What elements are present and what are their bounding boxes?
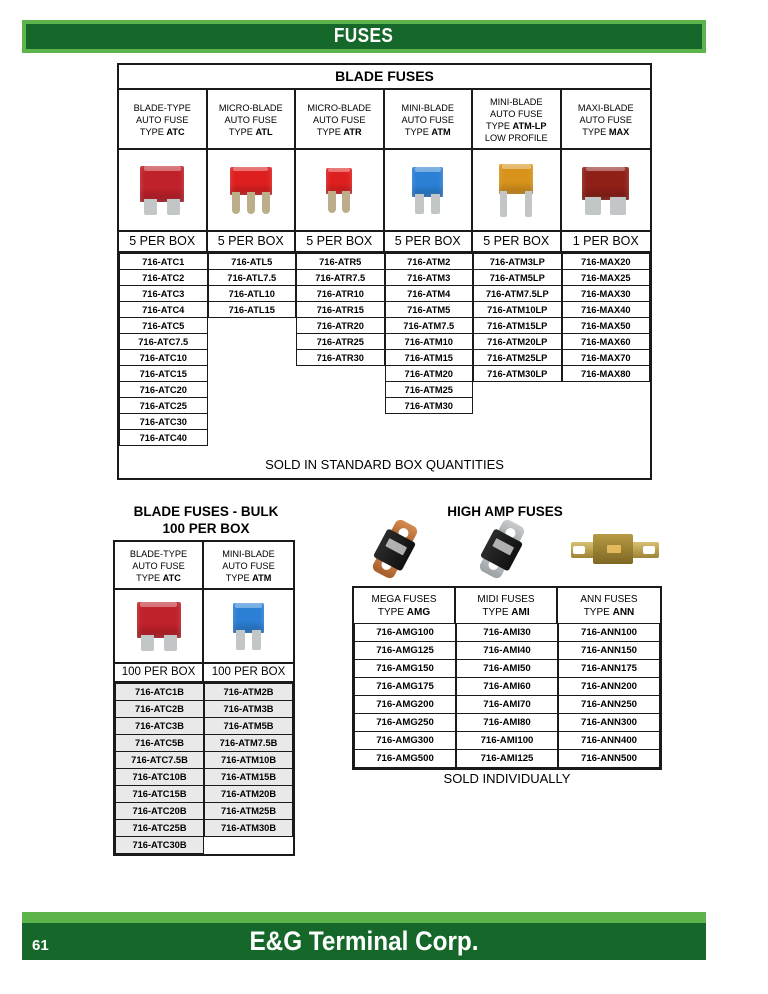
blade-fuses-quantity-row: [119, 230, 650, 253]
part-number: 716-AMI80: [456, 714, 558, 732]
part-number: 716-ATM20LP: [473, 334, 562, 350]
high-amp-column-headers: [354, 588, 660, 623]
blade-column-header-atm: [385, 90, 474, 148]
part-number: 716-ATR20: [296, 318, 385, 334]
blade-qty-atr: 5 PER BOX: [296, 232, 385, 251]
part-number: 716-ATC7.5: [119, 334, 208, 350]
maxi-blade-fuse-darkred-max: [582, 167, 629, 214]
blade-column-header-atr: [296, 90, 385, 148]
blade-image-cell-atm-lp: [473, 150, 562, 230]
blade-column-header-max: [562, 90, 651, 148]
high-amp-image-cell-ann: [561, 520, 668, 582]
blade-column-header-atc: [119, 90, 208, 148]
part-number: 716-ATM30B: [204, 820, 293, 837]
bulk-part-column-atc: [115, 683, 204, 854]
part-number: 716-ATM2: [385, 253, 474, 270]
high-amp-image-row: [348, 520, 668, 582]
part-number: 716-AMG250: [354, 714, 456, 732]
part-number: 716-ATR30: [296, 350, 385, 366]
blade-fuses-table-title: BLADE FUSES: [119, 65, 650, 90]
part-number: 716-AMI100: [456, 732, 558, 750]
midi-fuse-ami: [458, 522, 558, 580]
part-number: 716-ATC2B: [115, 701, 204, 718]
part-number: 716-ANN175: [558, 660, 660, 678]
bulk-section-title-line2: 100 PER BOX: [162, 521, 250, 536]
part-number: 716-ATR15: [296, 302, 385, 318]
part-number: 716-MAX70: [562, 350, 651, 366]
col-name-line2: AUTO FUSE: [132, 560, 185, 571]
high-amp-image-cell-amg: [348, 520, 455, 582]
bulk-image-row: [115, 588, 293, 662]
bulk-part-column-atm: [204, 683, 293, 837]
part-number: 716-ATC2: [119, 270, 208, 286]
part-number: 716-AMG500: [354, 750, 456, 768]
bulk-image-cell-atm: [204, 590, 293, 662]
page-header-bar: [22, 20, 706, 53]
part-number: 716-ATR7.5: [296, 270, 385, 286]
part-number: 716-ATM3LP: [473, 253, 562, 270]
part-number: 716-AMI30: [456, 623, 558, 642]
part-number: 716-ATM2B: [204, 683, 293, 701]
part-number: 716-ATC15B: [115, 786, 204, 803]
col-type-line: TYPE ATR: [316, 126, 362, 137]
footer-accent-strip: [22, 912, 706, 923]
col-name-line2: AUTO FUSE: [579, 114, 632, 125]
part-number: 716-ATM5LP: [473, 270, 562, 286]
blade-fuse-red-atc: [137, 602, 181, 650]
part-number: 716-ATM20: [385, 366, 474, 382]
blade-image-cell-atm: [385, 150, 474, 230]
blade-qty-atc: 5 PER BOX: [119, 232, 208, 251]
ann-fuse-ann: [565, 522, 665, 580]
col-name-line1: MICRO-BLADE: [307, 102, 372, 113]
mini-blade-low-profile-fuse-orange-atmlp: [499, 164, 533, 216]
part-number: 716-ATC40: [119, 430, 208, 446]
part-number: 716-ATM10LP: [473, 302, 562, 318]
col-name-line2: AUTO FUSE: [224, 114, 277, 125]
part-number: 716-ATR5: [296, 253, 385, 270]
part-number: 716-ATC4: [119, 302, 208, 318]
part-number: 716-ATM25B: [204, 803, 293, 820]
part-number: 716-ATM4: [385, 286, 474, 302]
part-number: 716-MAX30: [562, 286, 651, 302]
part-number: 716-ATC10: [119, 350, 208, 366]
blade-image-cell-atl: [208, 150, 297, 230]
part-number: 716-ATM7.5LP: [473, 286, 562, 302]
part-number: 716-AMG200: [354, 696, 456, 714]
company-name: E&G Terminal Corp.: [249, 926, 479, 956]
part-number: 716-AMI125: [456, 750, 558, 768]
blade-column-header-atl: [208, 90, 297, 148]
blade-fuses-table: [117, 63, 652, 480]
blade-fuses-image-row: [119, 148, 650, 230]
part-number: 716-ATC5: [119, 318, 208, 334]
bulk-image-cell-atc: [115, 590, 204, 662]
col-name-line1: MINI-BLADE: [401, 102, 455, 113]
part-number: 716-ANN200: [558, 678, 660, 696]
bulk-column-header-atc: [115, 542, 204, 588]
col-name-line1: MIDI FUSES: [477, 594, 535, 605]
part-number: 716-ANN100: [558, 623, 660, 642]
blade-part-column-atr: [296, 253, 385, 366]
col-name-line1: MICRO-BLADE: [218, 102, 283, 113]
page-header-inner: [26, 24, 702, 49]
part-number: 716-MAX40: [562, 302, 651, 318]
part-number: 716-MAX80: [562, 366, 651, 382]
bulk-section-title-line1: BLADE FUSES - BULK: [133, 504, 279, 519]
part-number: 716-ATC3B: [115, 718, 204, 735]
bulk-qty-atc: 100 PER BOX: [115, 664, 204, 681]
part-number: 716-ATL10: [208, 286, 297, 302]
part-number: 716-ATC20B: [115, 803, 204, 820]
part-number: 716-AMG125: [354, 642, 456, 660]
part-number: 716-ATC7.5B: [115, 752, 204, 769]
col-type-line: TYPE ANN: [583, 607, 635, 618]
high-amp-image-cell-ami: [455, 520, 562, 582]
col-type-line: TYPE ATM: [404, 126, 451, 137]
blade-column-header-atm-lp: [473, 90, 562, 148]
part-number: 716-ATC25: [119, 398, 208, 414]
part-number: 716-MAX25: [562, 270, 651, 286]
part-number: 716-ATL5: [208, 253, 297, 270]
part-number: 716-ANN400: [558, 732, 660, 750]
part-number: 716-ATC15: [119, 366, 208, 382]
page-number: 61: [32, 937, 49, 954]
part-number: 716-ATL15: [208, 302, 297, 318]
part-number: 716-ATM3B: [204, 701, 293, 718]
part-number: 716-ATR10: [296, 286, 385, 302]
part-number: 716-ATC10B: [115, 769, 204, 786]
blade-part-column-max: [562, 253, 651, 382]
col-name-line4: LOW PROFILE: [484, 132, 548, 143]
part-number: 716-AMG300: [354, 732, 456, 750]
part-number: 716-ATM5B: [204, 718, 293, 735]
blade-qty-atm-lp: 5 PER BOX: [473, 232, 562, 251]
part-number: 716-MAX60: [562, 334, 651, 350]
page-footer-bar: [22, 912, 706, 960]
part-number: 716-ATC20: [119, 382, 208, 398]
bulk-quantity-row: [115, 662, 293, 683]
part-number: 716-ANN300: [558, 714, 660, 732]
blade-part-column-atc: [119, 253, 208, 446]
part-number: 716-AMI40: [456, 642, 558, 660]
part-number: 716-ATM10B: [204, 752, 293, 769]
col-name-line2: AUTO FUSE: [222, 560, 275, 571]
blade-part-column-atm: [385, 253, 474, 414]
part-number: 716-ATM25: [385, 382, 474, 398]
col-name-line1: MAXI-BLADE: [577, 102, 634, 113]
part-number: 716-ATC30: [119, 414, 208, 430]
part-number: 716-ATL7.5: [208, 270, 297, 286]
part-number: 716-AMG175: [354, 678, 456, 696]
high-amp-part-number-columns: [354, 623, 660, 768]
blade-qty-atm: 5 PER BOX: [385, 232, 474, 251]
part-number: 716-ATM7.5B: [204, 735, 293, 752]
high-amp-footer-note: SOLD INDIVIDUALLY: [443, 771, 571, 786]
col-name-line2: AUTO FUSE: [136, 114, 189, 125]
bulk-column-header-atm: [204, 542, 293, 588]
col-type-line: TYPE ATC: [139, 126, 185, 137]
blade-part-column-atl: [208, 253, 297, 318]
part-number: 716-ATR25: [296, 334, 385, 350]
high-amp-column-header-ann: [558, 588, 660, 623]
high-amp-column-header-ami: [456, 588, 558, 623]
bulk-fuses-table: [113, 540, 295, 856]
mini-blade-fuse-blue-atm: [233, 603, 264, 649]
col-name-line1: BLADE-TYPE: [133, 102, 191, 113]
part-number: 716-ATC30B: [115, 837, 204, 854]
blade-fuses-footer-note: SOLD IN STANDARD BOX QUANTITIES: [265, 457, 504, 473]
part-number: 716-AMG150: [354, 660, 456, 678]
part-number: 716-ATM5: [385, 302, 474, 318]
part-number: 716-ATC25B: [115, 820, 204, 837]
part-number: 716-ANN250: [558, 696, 660, 714]
part-number: 716-MAX50: [562, 318, 651, 334]
col-type-line: TYPE AMI: [482, 607, 530, 618]
part-number: 716-AMI50: [456, 660, 558, 678]
part-number: 716-ATM30LP: [473, 366, 562, 382]
blade-qty-atl: 5 PER BOX: [208, 232, 297, 251]
mini-blade-fuse-blue-atm: [412, 167, 443, 213]
blade-fuse-red-atc: [140, 166, 184, 214]
part-number: 716-MAX20: [562, 253, 651, 270]
blade-part-column-atm-lp: [473, 253, 562, 382]
col-type-line: TYPE ATL: [228, 126, 273, 137]
blade-fuses-column-headers: [119, 90, 650, 148]
blade-qty-max: 1 PER BOX: [572, 234, 639, 248]
mega-fuse-amg: [351, 522, 451, 580]
high-amp-part-column-ann: [558, 623, 660, 768]
high-amp-column-header-amg: [354, 588, 456, 623]
blade-fuses-part-number-columns: [119, 253, 650, 452]
col-name-line1: MINI-BLADE: [489, 96, 543, 107]
blade-image-cell-atr: [296, 150, 385, 230]
part-number: 716-AMI70: [456, 696, 558, 714]
part-number: 716-ATM25LP: [473, 350, 562, 366]
bulk-column-headers: [115, 542, 293, 588]
page-title: FUSES: [334, 25, 394, 47]
high-amp-fuses-table: [352, 586, 662, 770]
col-type-line: TYPE AMG: [377, 607, 431, 618]
part-number: 716-ATM15B: [204, 769, 293, 786]
part-number: 716-ATM30: [385, 398, 474, 414]
micro-blade-fuse-red-atr: [326, 168, 352, 212]
col-type-line: TYPE ATC: [136, 572, 181, 583]
part-number: 716-ATC3: [119, 286, 208, 302]
part-number: 716-ATM7.5: [385, 318, 474, 334]
col-name-line1: BLADE-TYPE: [129, 548, 188, 559]
col-type-line: TYPE ATM: [225, 572, 272, 583]
col-name-line1: MINI-BLADE: [222, 548, 275, 559]
part-number: 716-ATM15LP: [473, 318, 562, 334]
col-name-line2: AUTO FUSE: [401, 114, 454, 125]
high-amp-part-column-ami: [456, 623, 558, 768]
col-name-line2: AUTO FUSE: [490, 108, 543, 119]
part-number: 716-AMG100: [354, 623, 456, 642]
blade-image-cell-max: [562, 150, 651, 230]
bulk-section-title: [117, 503, 295, 537]
part-number: 716-ATM10: [385, 334, 474, 350]
col-name-line1: MEGA FUSES: [371, 594, 437, 605]
bulk-part-number-columns: [115, 683, 293, 854]
blade-image-cell-atc: [119, 150, 208, 230]
part-number: 716-ATC1: [119, 253, 208, 270]
bulk-qty-atm: 100 PER BOX: [211, 666, 286, 678]
part-number: 716-ATM3: [385, 270, 474, 286]
part-number: 716-AMI60: [456, 678, 558, 696]
part-number: 716-ATC5B: [115, 735, 204, 752]
col-type-line: TYPE MAX: [582, 126, 630, 137]
col-name-line2: AUTO FUSE: [313, 114, 366, 125]
part-number: 716-ATM20B: [204, 786, 293, 803]
part-number: 716-ANN150: [558, 642, 660, 660]
micro-blade-fuse-red-atl: [230, 167, 272, 213]
high-amp-part-column-amg: [354, 623, 456, 768]
part-number: 716-ANN500: [558, 750, 660, 768]
col-type-line: TYPE ATM-LP: [485, 120, 547, 131]
high-amp-section-title: HIGH AMP FUSES: [447, 504, 563, 519]
part-number: 716-ATC1B: [115, 683, 204, 701]
part-number: 716-ATM15: [385, 350, 474, 366]
col-name-line1: ANN FUSES: [580, 594, 638, 605]
